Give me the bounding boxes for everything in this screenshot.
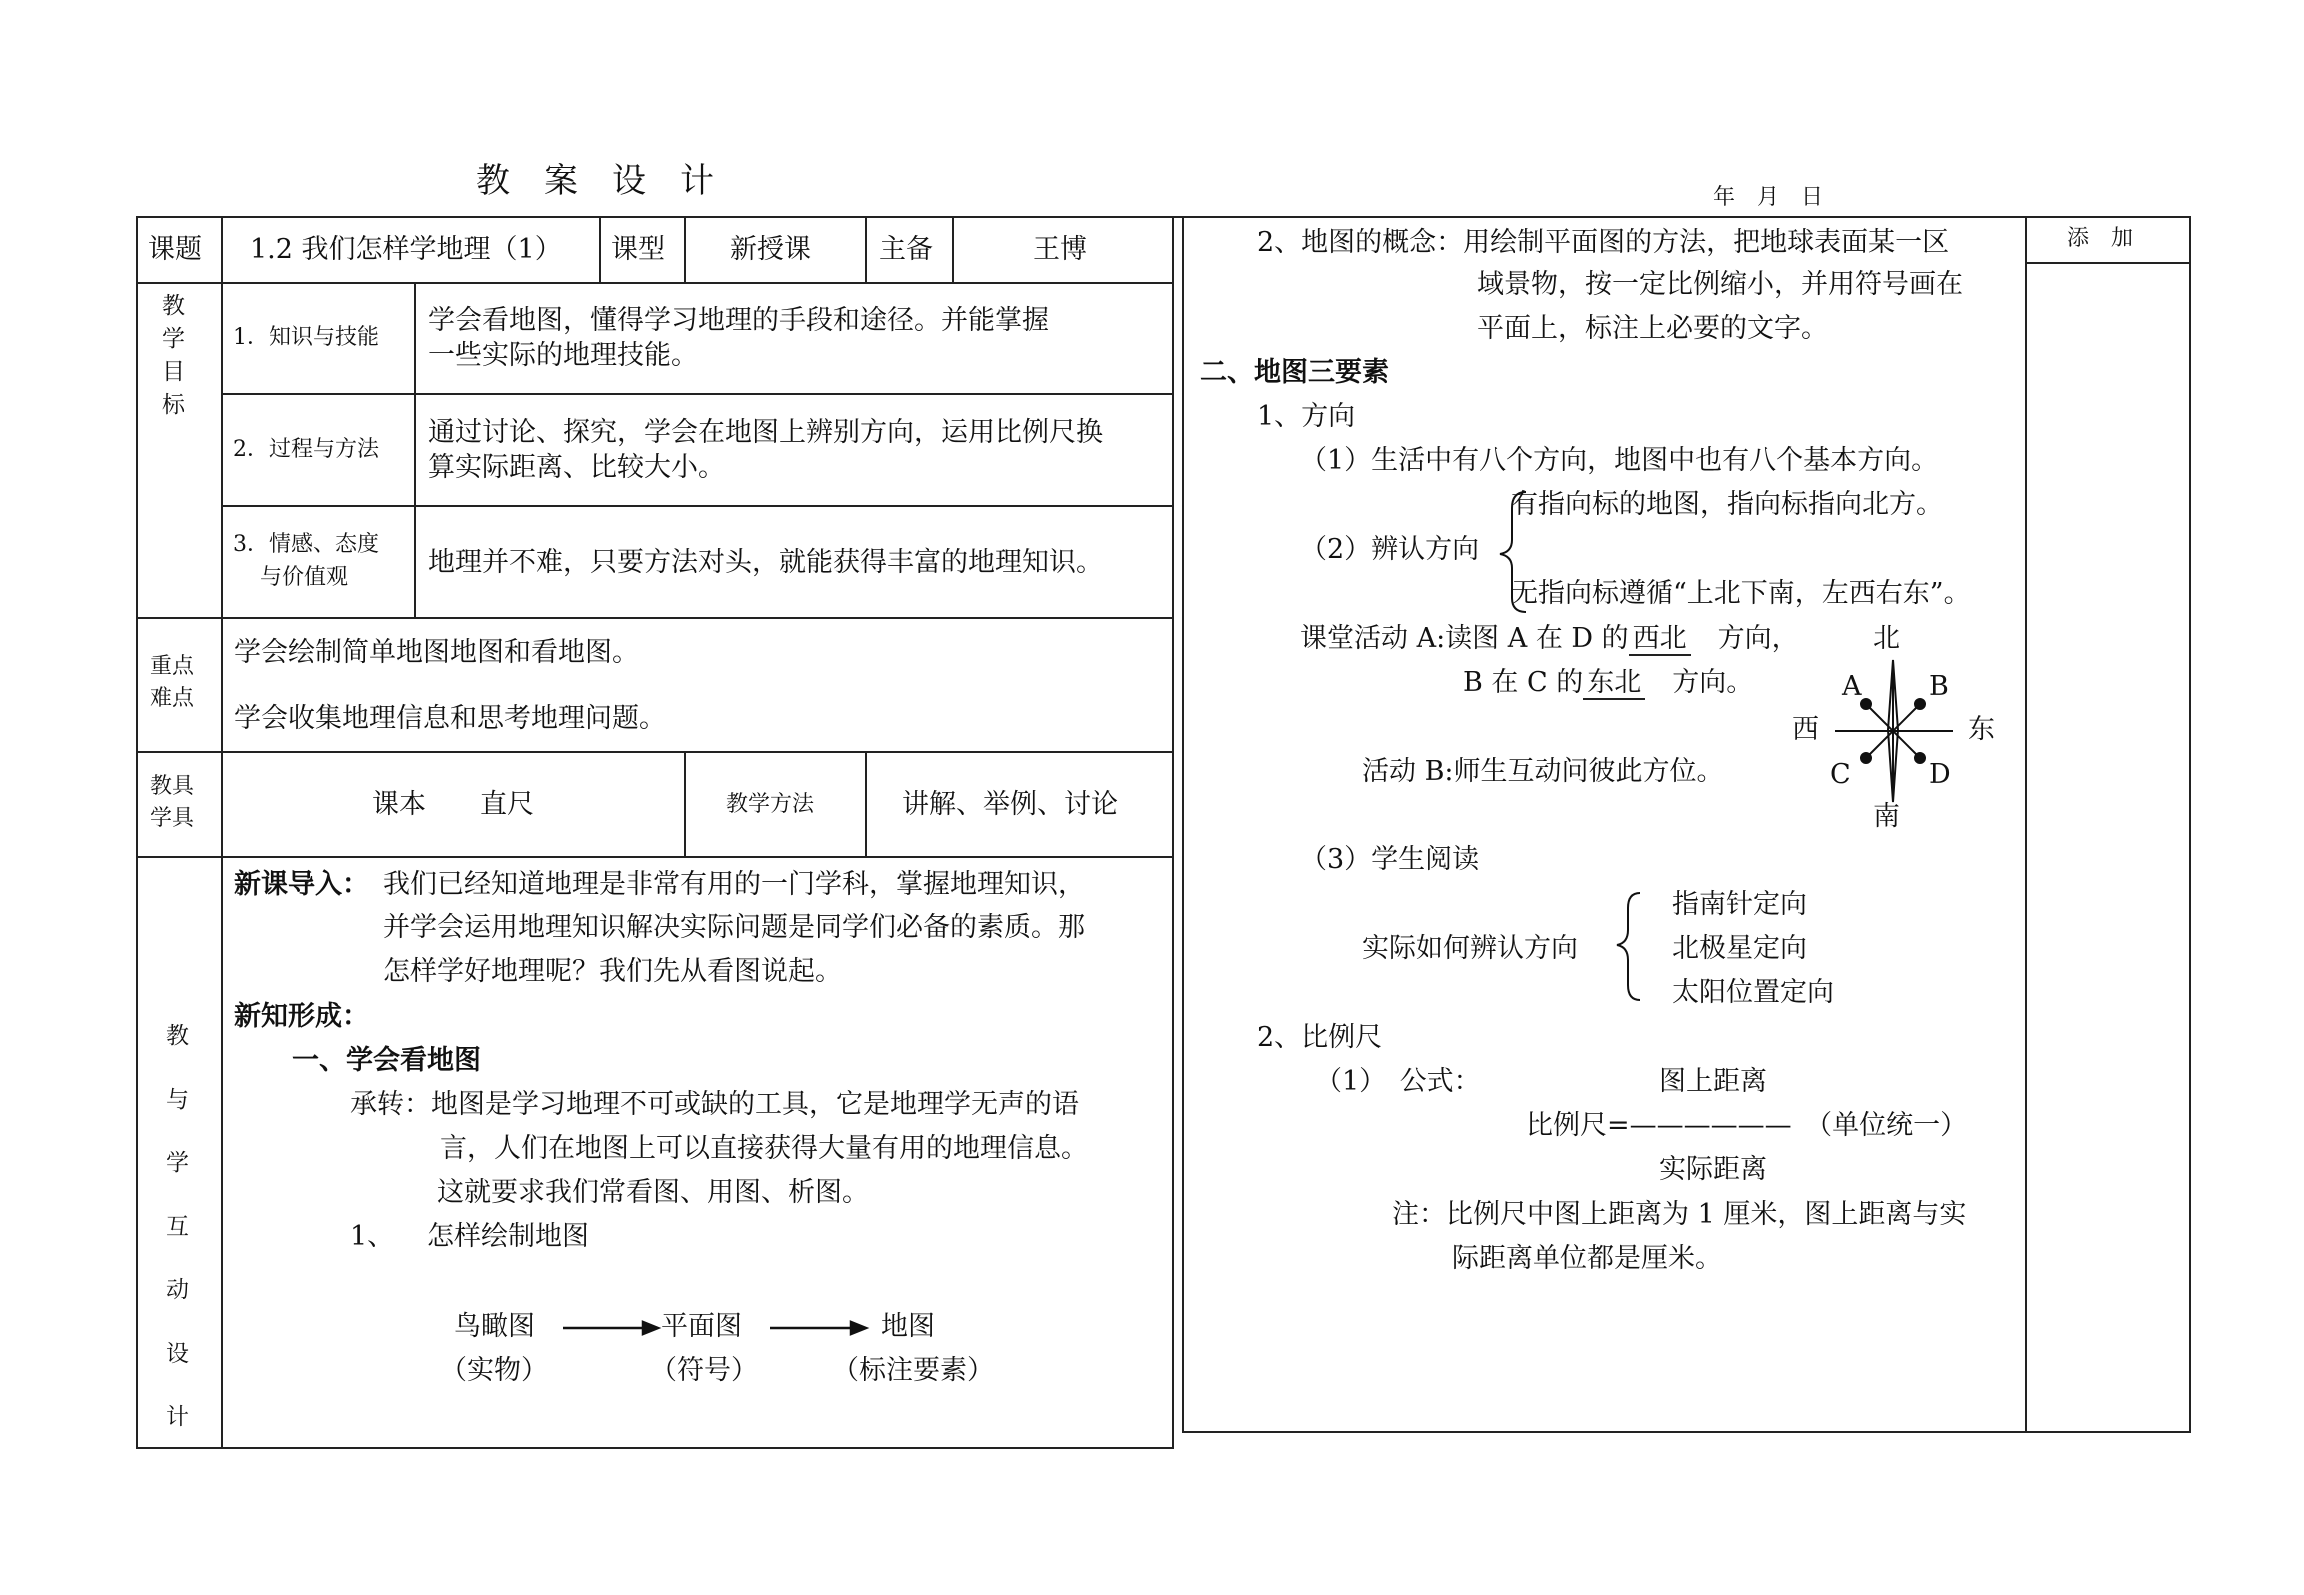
compass-point-b: B: [1929, 671, 1949, 702]
flow-step-2: 平面图: [661, 1311, 742, 1342]
direction-without-arrow: 无指向标遵循“上北下南，左西右东”。: [1511, 578, 1971, 609]
activity-a-2: B 在 C 的 东北 方向。: [1463, 667, 1754, 698]
scale-title: 2、比例尺: [1257, 1022, 1383, 1053]
formation-label: 新知形成：: [234, 1001, 369, 1032]
side-notes-label: 添 加: [2067, 226, 2134, 251]
objective-knowledge-text: 学会看地图，懂得学习地理的手段和途径。并能掌握: [428, 305, 1049, 336]
flow-sub-3: （标注要素）: [832, 1355, 994, 1386]
compass-point-a: A: [1842, 671, 1862, 702]
flow-step-1: 鸟瞰图: [454, 1311, 535, 1342]
objectives-label: 教 学 目 标: [162, 293, 185, 418]
key-label-2: 难点: [150, 686, 195, 711]
key-point-1: 学会绘制简单地图地图和看地图。: [234, 637, 639, 668]
compass-point-d: D: [1929, 759, 1951, 790]
interaction-label: 教 与 学 互 动 设 计: [166, 1023, 189, 1430]
formula-main: 比例尺=—————— （单位统一）: [1526, 1110, 1968, 1141]
formula-denominator: 实际距离: [1659, 1154, 1767, 1185]
objective-knowledge-label: 1．知识与技能: [233, 325, 379, 350]
intro-text-1: 我们已经知道地理是非常有用的一门学科，掌握地理知识，: [383, 869, 1085, 900]
intro-text-2: 并学会运用地理知识解决实际问题是同学们必备的素质。那: [383, 912, 1085, 943]
section-2-heading: 二、地图三要素: [1200, 357, 1389, 388]
compass-point-c: C: [1830, 759, 1851, 790]
intro-text-3: 怎样学好地理呢？我们先从看图说起。: [383, 956, 842, 987]
label-topic: 课题: [148, 234, 202, 265]
activity-a: 课堂活动 A:读图 A 在 D 的 西北 方向，: [1300, 623, 1799, 654]
transition-text-3: 这就要求我们常看图、用图、析图。: [437, 1177, 869, 1208]
scale-note-2: 际距离单位都是厘米。: [1452, 1243, 1722, 1274]
activity-a-answer: 西北: [1629, 623, 1691, 656]
objective-emotion-label-2: 与价值观: [260, 565, 349, 590]
compass-south: 南: [1873, 801, 1900, 832]
formula-numerator: 图上距离: [1659, 1066, 1767, 1097]
flow-sub-2: （符号）: [650, 1355, 758, 1386]
flow-step-3: 地图: [881, 1311, 935, 1342]
lesson-topic: 1.2 我们怎样学地理（1）: [250, 234, 562, 265]
lesson-type: 新授课: [730, 234, 811, 265]
map-concept-2: 域景物，按一定比例缩小，并用符号画在: [1477, 269, 1963, 300]
date-field: 年 月 日: [1713, 185, 1824, 210]
objective-emotion-text: 地理并不难，只要方法对头，就能获得丰富的地理知识。: [428, 547, 1103, 578]
compass-north: 北: [1873, 623, 1900, 654]
objective-emotion-label: 3．情感、态度: [233, 532, 379, 557]
transition-text-1: 承转：地图是学习地理不可或缺的工具，它是地理学无声的语: [350, 1089, 1079, 1120]
intro-label: 新课导入：: [234, 869, 369, 900]
transition-text-2: 言，人们在地图上可以直接获得大量有用的地理信息。: [440, 1133, 1088, 1164]
page-title: 教 案 设 计: [476, 161, 714, 201]
practical-direction: 实际如何辨认方向: [1362, 933, 1578, 964]
method-sun: 太阳位置定向: [1672, 977, 1834, 1008]
direction-title: 1、方向: [1257, 401, 1356, 432]
tools-label-2: 学具: [150, 806, 195, 831]
activity-b: 活动 B:师生互动问彼此方位。: [1362, 756, 1724, 787]
flow-sub-1: （实物）: [440, 1355, 548, 1386]
key-point-2: 学会收集地理信息和思考地理问题。: [234, 703, 666, 734]
formula-label: （1） 公式：: [1315, 1066, 1481, 1097]
section-1-heading: 一、学会看地图: [292, 1045, 481, 1076]
compass-west: 西: [1792, 714, 1819, 745]
compass-east: 东: [1968, 714, 1995, 745]
key-label: 重点: [150, 654, 195, 679]
step-1-title: 怎样绘制地图: [427, 1221, 589, 1252]
tools-label: 教具: [150, 774, 195, 799]
step-1-number: 1、: [350, 1221, 395, 1252]
activity-a-answer-2: 东北: [1583, 667, 1645, 700]
tools-value: 课本 直尺: [372, 789, 534, 820]
objective-process-label: 2．过程与方法: [233, 437, 379, 462]
lead-teacher: 王博: [1033, 234, 1087, 265]
method-compass: 指南针定向: [1672, 889, 1807, 920]
method-value: 讲解、举例、讨论: [902, 789, 1118, 820]
objective-knowledge-text-2: 一些实际的地理技能。: [428, 340, 698, 371]
scale-note-1: 注：比例尺中图上距离为 1 厘米，图上距离与实: [1392, 1199, 1967, 1230]
map-concept-3: 平面上，标注上必要的文字。: [1477, 313, 1828, 344]
objective-process-text: 通过讨论、探究，学会在地图上辨别方向，运用比例尺换: [428, 417, 1103, 448]
map-concept-1: 2、地图的概念：用绘制平面图的方法，把地球表面某一区: [1257, 227, 1950, 258]
objective-process-text-2: 算实际距离、比较大小。: [428, 452, 725, 483]
method-label: 教学方法: [726, 792, 815, 817]
direction-point-1: （1）生活中有八个方向，地图中也有八个基本方向。: [1300, 445, 1939, 476]
direction-with-arrow: 有指向标的地图，指向标指向北方。: [1511, 489, 1943, 520]
direction-point-2-label: （2）辨认方向: [1300, 534, 1480, 565]
reading-label: （3）学生阅读: [1300, 844, 1480, 875]
label-lesson-type: 课型: [611, 234, 665, 265]
label-lead-teacher: 主备: [879, 234, 933, 265]
method-polaris: 北极星定向: [1672, 933, 1807, 964]
